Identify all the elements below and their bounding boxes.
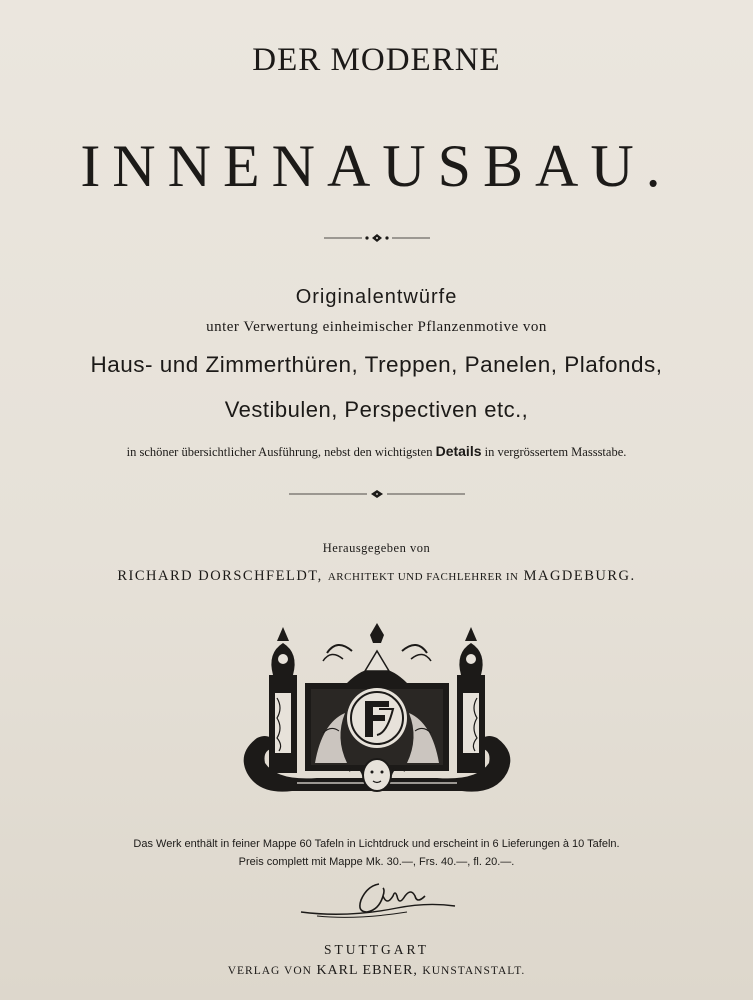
subtitle-line-1: unter Verwertung einheimischer Pflanzenmotive von xyxy=(206,319,547,335)
subtitle-details-bold: Details xyxy=(435,443,482,459)
edition-info-line-1: Das Werk enthält in feiner Mappe 60 Tafeln in Lichtdruck und erscheint in 6 Lieferungen à 10 Tafeln. xyxy=(133,838,620,850)
publisher-ornament-vignette xyxy=(0,613,753,845)
subtitle-line-4 xyxy=(0,443,753,460)
publisher-line xyxy=(0,963,753,979)
ornamental-rule-icon xyxy=(0,228,753,248)
subtitle-heading: Originalentwürfe xyxy=(295,286,458,308)
publisher-name: KARL EBNER, xyxy=(316,963,418,978)
title-line-2: INNENAUSBAU. xyxy=(80,133,673,199)
subtitle-line-4-post: in vergrössertem Massstabe. xyxy=(484,445,627,459)
editor-line xyxy=(0,568,753,585)
edition-info-line-2: Preis complett mit Mappe Mk. 30.—, Frs. 40.—, fl. 20.—. xyxy=(238,856,515,868)
editor-name: RICHARD DORSCHFELDT, xyxy=(117,568,323,584)
editor-label: Herausgegeben von xyxy=(322,541,431,555)
ornamental-rule-icon xyxy=(0,486,753,502)
editor-city: MAGDEBURG. xyxy=(523,568,636,584)
subtitle-line-2: Haus- und Zimmerthüren, Treppen, Panelen, Plafonds, xyxy=(90,352,663,377)
subtitle-line-4-pre: in schöner übersichtlicher Ausführung, nebst den wichtigsten xyxy=(126,445,433,459)
publisher-suffix: KUNSTANSTALT. xyxy=(422,965,526,977)
handwritten-signature xyxy=(0,866,753,936)
editor-role: ARCHITEKT UND FACHLEHRER IN xyxy=(327,571,519,583)
publisher-prefix: VERLAG VON xyxy=(227,965,312,977)
title-line-1: DER MODERNE xyxy=(252,42,501,78)
subtitle-line-3: Vestibulen, Perspectiven etc., xyxy=(224,397,529,422)
publisher-place: STUTTGART xyxy=(324,942,429,957)
